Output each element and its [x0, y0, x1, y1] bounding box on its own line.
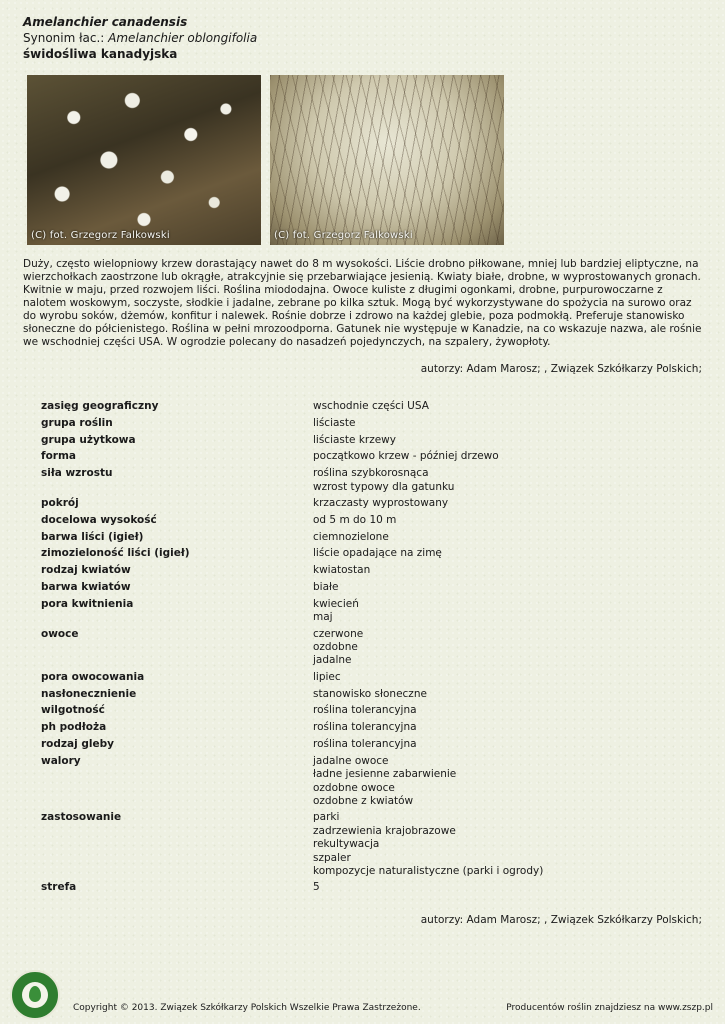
property-value [313, 514, 543, 531]
synonym-name: Amelanchier oblongifolia [108, 31, 258, 45]
property-value [313, 467, 543, 497]
property-value-line: czerwone [313, 627, 364, 640]
authors-top: autorzy: Adam Marosz; , Związek Szkółkarzy Polskich; [420, 363, 702, 375]
property-value-line: 5 [313, 881, 320, 894]
property-row [41, 671, 543, 688]
property-value-line: rekultywacja [313, 838, 380, 851]
property-key: forma [41, 450, 76, 463]
property-row [41, 688, 543, 705]
property-value-line: parki [313, 811, 340, 824]
property-key: zimozieloność liści (igieł) [41, 547, 190, 560]
property-key: wilgotność [41, 704, 105, 717]
property-key: pokrój [41, 497, 79, 509]
property-value [313, 564, 543, 581]
property-row [41, 531, 543, 548]
property-value-line: maj [313, 611, 333, 624]
property-value-line: jadalne owoce [313, 754, 389, 767]
property-row [41, 417, 543, 434]
property-key: zastosowanie [41, 811, 122, 824]
property-row [41, 564, 543, 581]
property-value-line: ozdobne owoce [313, 781, 395, 794]
property-value-line: szpaler [313, 851, 351, 864]
property-row [41, 704, 543, 721]
property-value-line: ciemnozielone [313, 530, 389, 543]
photo-credit: (C) fot. Grzegorz Falkowski [274, 230, 413, 241]
property-value [313, 531, 543, 548]
property-value-line: białe [313, 580, 339, 593]
property-value-line: kompozycje naturalistyczne (parki i ogrody) [313, 865, 544, 878]
property-value-line: roślina szybkorosnąca [313, 467, 429, 480]
property-key: rodzaj kwiatów [41, 564, 131, 577]
property-value-line: ozdobne [313, 641, 358, 653]
properties-table [41, 400, 543, 898]
property-value-line: wzrost typowy dla gatunku [313, 480, 455, 493]
property-row [41, 628, 543, 671]
plant-photo-shrub [270, 75, 504, 245]
authors-bottom: autorzy: Adam Marosz; , Związek Szkółkarzy Polskich; [420, 914, 702, 926]
property-key: barwa liści (igieł) [41, 530, 144, 543]
property-value [313, 547, 543, 564]
property-key: owoce [41, 627, 79, 640]
property-key: barwa kwiatów [41, 580, 131, 593]
synonym-line [23, 30, 257, 46]
plant-header [23, 14, 257, 62]
property-value-line: lipiec [313, 670, 341, 683]
plant-description: Duży, często wielopniowy krzew dorastający nawet do 8 m wysokości. Liście drobno piłkowane, mniej lub bardziej eliptyczne, na wierzchołkach zaostrzone lub okrągłe, atrakcyjnie się przebarwiające jesienią. Kwiaty białe, drobne, w wyprostowanych gronach. Kwitnie w maju, przed rozwojem liści. Roślina miododajna. Owoce kuliste z długimi ogonkami, drobne, purpurowoczarne z nalotem woskowym, soczyste, słodkie i jadalne, zebrane po kilka sztuk. Mogą być wykorzystywane do spożycia na surowo oraz do wyrobu soków, dżemów, konfitur i nalewek. Rośnie dobrze i zdrowo na każdej glebie, poza podmokłą. Preferuje stanowisko słoneczne do półcienistego. Roślina w pełni mrozoodporna. Gatunek nie występuje w Kanadzie, na co wskazuje nazwa, ale rośnie we wschodniej części USA. W ogrodzie polecany do nasadzeń pojedynczych, na szpalery, żywopłoty. [23, 258, 702, 348]
property-value [313, 881, 543, 898]
property-row [41, 881, 543, 898]
property-key: pora kwitnienia [41, 597, 134, 610]
property-row [41, 811, 543, 881]
property-value-line: kwiatostan [313, 564, 371, 577]
property-row [41, 721, 543, 738]
property-value [313, 497, 543, 514]
property-value-line: wschodnie części USA [313, 400, 429, 412]
property-value [313, 417, 543, 434]
property-row [41, 598, 543, 628]
property-key: grupa roślin [41, 416, 113, 429]
property-row [41, 514, 543, 531]
property-key: grupa użytkowa [41, 433, 136, 446]
property-value [313, 598, 543, 628]
plant-photo-flowers [27, 75, 261, 245]
property-value [313, 628, 543, 671]
property-value [313, 755, 543, 812]
property-row [41, 450, 543, 467]
property-value [313, 811, 543, 881]
property-key: docelowa wysokość [41, 513, 157, 526]
property-key: strefa [41, 881, 77, 894]
property-row [41, 738, 543, 755]
property-value [313, 704, 543, 721]
property-value-line: liściaste [313, 416, 356, 429]
property-row [41, 755, 543, 812]
property-value-line: ładne jesienne zabarwienie [313, 768, 457, 781]
property-row [41, 581, 543, 598]
property-key: rodzaj gleby [41, 738, 114, 750]
property-value-line: krzaczasty wyprostowany [313, 497, 449, 509]
property-value-line: liściaste krzewy [313, 433, 396, 446]
property-value [313, 671, 543, 688]
property-value-line: roślina tolerancyjna [313, 704, 417, 717]
property-key: siła wzrostu [41, 467, 113, 480]
property-value-line: kwiecień [313, 597, 359, 610]
property-row [41, 400, 543, 417]
property-value-line: jadalne [313, 654, 352, 667]
property-value-line: stanowisko słoneczne [313, 687, 427, 700]
property-value-line: ozdobne z kwiatów [313, 795, 414, 808]
producers-link[interactable]: Producentów roślin znajdziesz na www.zszp.pl [506, 1003, 713, 1013]
property-value [313, 434, 543, 451]
property-row [41, 434, 543, 451]
property-key: pora owocowania [41, 670, 145, 683]
property-key: walory [41, 754, 81, 767]
property-value-line: liście opadające na zimę [313, 547, 442, 560]
property-value [313, 688, 543, 705]
synonym-label: Synonim łac.: [23, 31, 109, 45]
property-value-line: roślina tolerancyjna [313, 721, 417, 734]
property-value [313, 721, 543, 738]
property-key: ph podłoża [41, 721, 107, 734]
property-value [313, 400, 543, 417]
zszp-logo[interactable] [10, 970, 60, 1020]
leaf-icon [29, 986, 41, 1002]
property-value-line: od 5 m do 10 m [313, 513, 397, 526]
polish-name: świdośliwa kanadyjska [23, 47, 178, 61]
property-row [41, 467, 543, 497]
property-value-line: zadrzewienia krajobrazowe [313, 824, 456, 837]
property-row [41, 547, 543, 564]
latin-name: Amelanchier canadensis [23, 15, 188, 29]
photo-credit: (C) fot. Grzegorz Falkowski [31, 230, 170, 241]
property-value-line: początkowo krzew - później drzewo [313, 450, 499, 463]
property-key: nasłonecznienie [41, 687, 137, 700]
property-value [313, 738, 543, 755]
property-value [313, 450, 543, 467]
property-row [41, 497, 543, 514]
property-value-line: roślina tolerancyjna [313, 738, 417, 750]
copyright-text: Copyright © 2013. Związek Szkółkarzy Polskich Wszelkie Prawa Zastrzeżone. [73, 1003, 421, 1013]
property-value [313, 581, 543, 598]
property-key: zasięg geograficzny [41, 400, 159, 412]
